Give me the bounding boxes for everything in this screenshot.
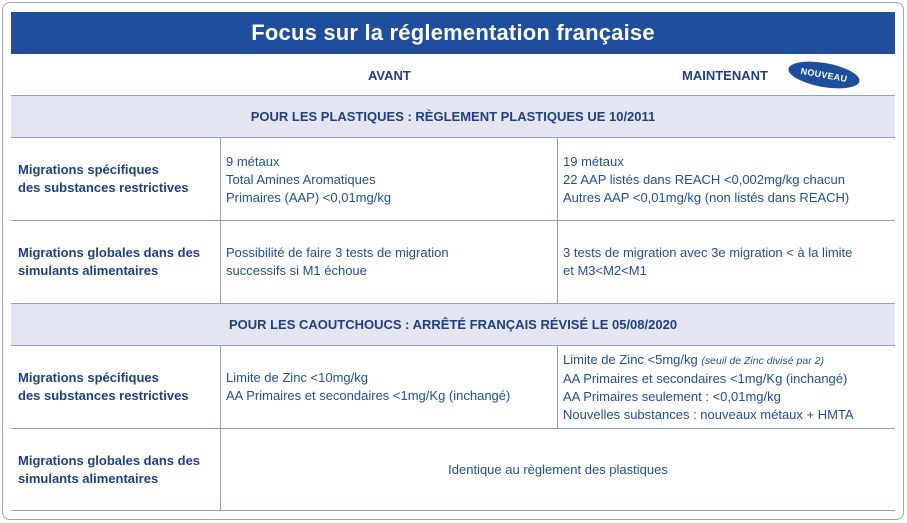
cell-maintenant: 3 tests de migration avec 3e migration < à la limite et M3<M2<M1 [563,245,853,278]
page-title: Focus sur la réglementation française [11,12,895,54]
section-heading-caoutchoucs: POUR LES CAOUTCHOUCS : ARRÊTÉ FRANÇAIS RÉVISÉ LE 05/08/2020 [11,304,895,345]
section-heading-plastiques: POUR LES PLASTIQUES : RÈGLEMENT PLASTIQUES UE 10/2011 [11,96,895,137]
column-divider [557,138,558,303]
cell-maintenant: 19 métaux 22 AAP listés dans REACH <0,002mg/kg chacun Autres AAP <0,01mg/kg (non listés dans REACH) [563,154,850,205]
cell-avant: Possibilité de faire 3 tests de migration successifs si M1 échoue [226,245,449,278]
row-label: Migrations globales dans des simulants alimentaires [18,245,201,278]
column-header-avant: AVANT [368,68,411,83]
column-header-maintenant: MAINTENANT [682,68,768,83]
column-divider [220,138,221,303]
row-label: Migrations spécifiques des substances restrictives [18,162,189,195]
cell-avant: Limite de Zinc <10mg/kg AA Primaires et secondaires <1mg/Kg (inchangé) [226,370,511,403]
cell-merged: Identique au règlement des plastiques [448,462,668,477]
row-label: Migrations globales dans des simulants alimentaires [18,452,201,486]
column-divider [557,346,558,428]
cell-avant: 9 métaux Total Amines Aromatiques Primaires (AAP) <0,01mg/kg [226,154,392,205]
divider [11,510,895,511]
row-label: Migrations spécifiques des substances restrictives [18,370,189,403]
cell-maintenant: Limite de Zinc <5mg/kg (seuil de Zinc divisé par 2) AA Primaires et secondaires <1mg/Kg (inchangé) AA Primaires seulement : <0,01mg/kg Nouvelles substances : nouveaux métaux + HMTA [563,351,854,422]
nouveau-badge: NOUVEAU [786,57,861,93]
